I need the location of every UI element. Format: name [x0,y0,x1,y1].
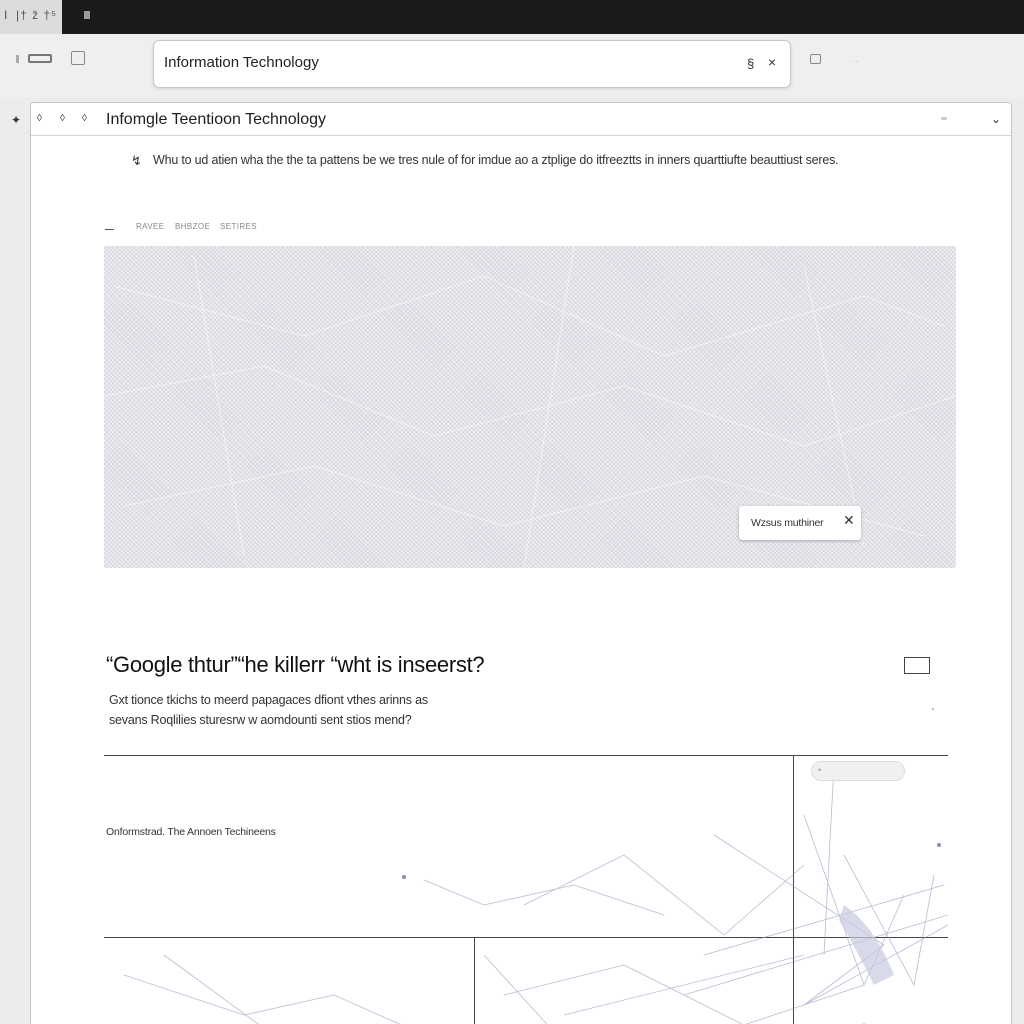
checkbox[interactable] [904,657,930,674]
address-bar[interactable] [153,40,791,88]
preview-action-label: Wzsus muthiner [751,517,824,529]
intro-text: Whu to ud atien wha the the ta pattens be we tres nule of for imdue ao a ztplige do itfreeztts in inners quarttiufte beauttiust seres. [153,153,839,167]
title-bar [0,0,1024,34]
section-heading: “Google thtur”“he killerr “wht is inseerst? [106,652,485,677]
address-value[interactable]: Information Technology [164,54,319,71]
screen-icon[interactable] [810,54,821,64]
toggle-knob-icon: ◦ [818,765,822,776]
sketch-caption: Onformstrad. The Annoen Techineens [106,826,276,838]
chevron-down-icon[interactable]: ⌄ [991,112,1002,126]
tabs-marker [105,229,114,230]
expand-icon: ✕ [843,512,855,528]
share-icon[interactable]: § [747,56,755,71]
close-icon[interactable]: × [768,54,777,70]
main-window [30,102,1012,1024]
back-icon[interactable]: ◊ [37,113,42,124]
window-menu-icon[interactable] [84,11,90,19]
window-header [31,103,1011,136]
tab-bhbzoe[interactable]: BHBZOE [175,222,211,231]
header-indicator [941,117,947,120]
decor-dot [932,708,934,710]
forward-icon[interactable]: ◊ [60,113,65,124]
sketch-toggle[interactable] [811,761,905,781]
window-icon[interactable] [71,51,85,65]
tab-ravee[interactable]: RAVEE [136,222,165,231]
section-subtext-line: sevans Roqlilies sturesrw w aomdounti sent stios mend? [109,713,412,727]
lightning-icon: ↯ [131,153,142,168]
reload-icon[interactable]: ◊ [82,113,87,124]
pin-icon[interactable]: ✦ [11,113,22,127]
toolbar [0,34,1024,98]
menu-dot-icon[interactable] [16,55,19,63]
preview-action-button[interactable] [739,506,861,540]
more-icon[interactable]: ·· [852,56,858,66]
section-subtext-line: Gxt tionce tkichs to meerd papagaces dfiont vthes arinns as [109,693,428,707]
title-bar-glyphs: I |† ž †⁵ [0,0,62,34]
content-preview [104,246,956,568]
tab-setires[interactable]: SETIRES [220,222,258,231]
sketch-illustration [104,755,948,1024]
tab-strip-icon[interactable] [28,54,52,63]
window-title: Infomgle Teentioon Technology [106,111,327,128]
